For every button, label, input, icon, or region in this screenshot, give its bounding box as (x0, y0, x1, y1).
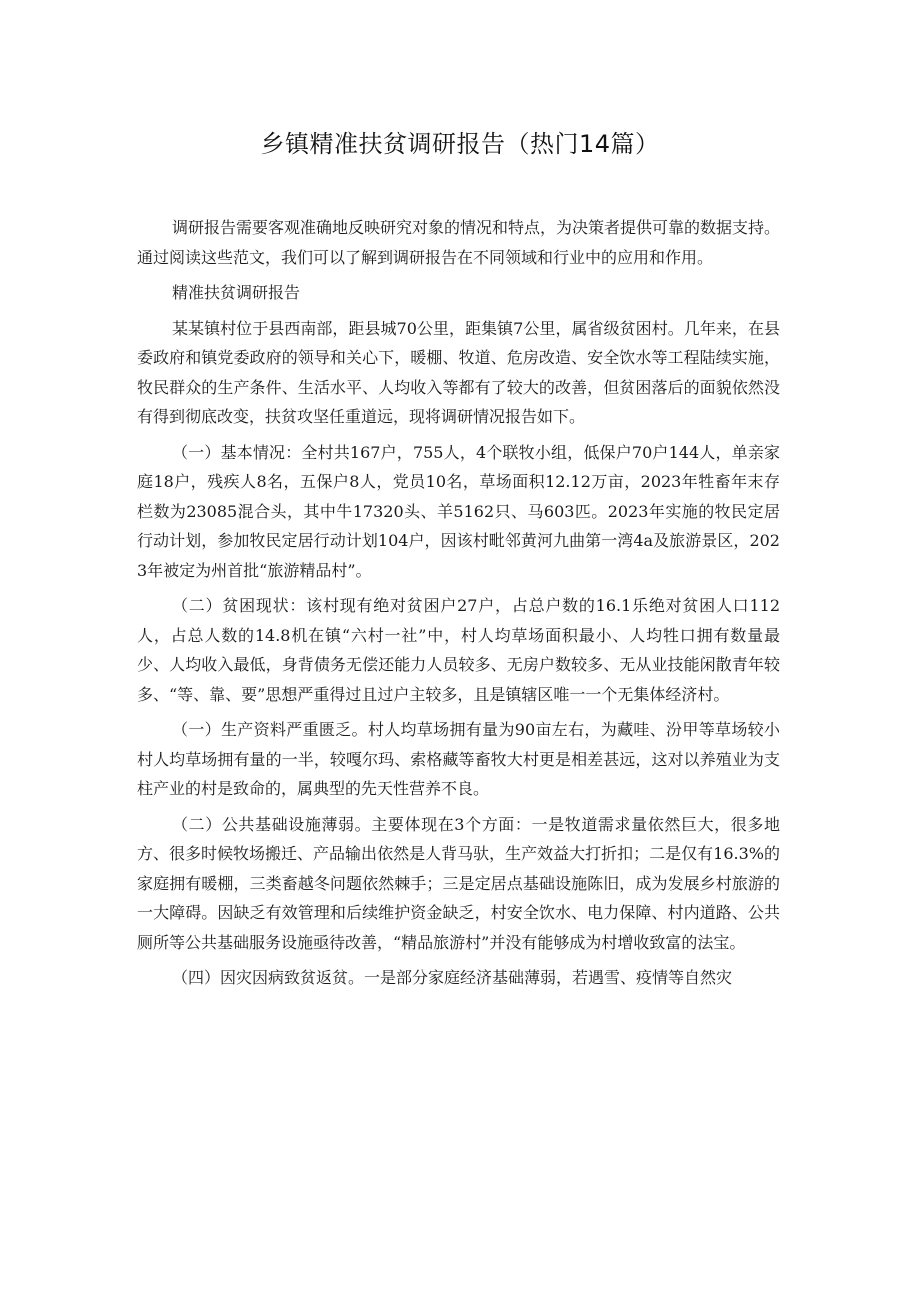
infrastructure-paragraph: （二）公共基础设施薄弱。主要体现在3个方面：一是牧道需求量依然巨大，很多地方、很多时候牧场搬迁、产品输出依然是人背马驮，生产效益大打折扣；二是仅有16.3%的家庭拥有暖棚，三类畜越冬问题依然棘手；三是定居点基础设施陈旧，成为发展乡村旅游的一大障碍。因缺乏有效管理和后续维护资金缺乏，村安全饮水、电力保障、村内道路、公共厕所等公共基础服务设施亟待改善，“精品旅游村”并没有能够成为村增收致富的法宝。 (137, 814, 780, 952)
document-title: 乡镇精准扶贫调研报告（热门14篇） (260, 130, 660, 158)
production-resources-paragraph: （一）生产资料严重匮乏。村人均草场拥有量为90亩左右，为藏哇、汾甲等草场较小村人均草场拥有量的一半，较嘎尔玛、索格藏等畜牧大村更是相差甚远，这对以养殖业为支柱产业的村是致命的，属典型的先天性营养不良。 (137, 720, 780, 798)
intro-paragraph: 调研报告需要客观准确地反映研究对象的情况和特点，为决策者提供可靠的数据支持。通过阅读这些范文，我们可以了解到调研报告在不同领域和行业中的应用和作用。 (137, 218, 781, 267)
document-body (137, 213, 780, 999)
poverty-status-paragraph: （二）贫困现状：该村现有绝对贫困户27户，占总户数的16.1乐绝对贫困人口112人，占总人数的14.8机在镇“六村一社”中，村人均草场面积最小、人均牲口拥有数量最少、人均收入最低，身背债务无偿还能力人员较多、无房户数较多、无从业技能闲散青年较多、“等、靠、要”思想严重得过且过户主较多，且是镇辖区唯一一个无集体经济村。 (137, 596, 780, 704)
section-heading: 精准扶贫调研报告 (172, 283, 301, 302)
disaster-illness-paragraph: （四）因灾因病致贫返贫。一是部分家庭经济基础薄弱，若遇雪、疫情等自然灾 (172, 968, 733, 987)
overview-paragraph: 某某镇村位于县西南部，距县城70公里，距集镇7公里，属省级贫困村。几年来，在县委政府和镇党委政府的领导和关心下，暖棚、牧道、危房改造、安全饮水等工程陆续实施，牧民群众的生产条件、生活水平、人均收入等都有了较大的改善，但贫困落后的面貌依然没有得到彻底改变，扶贫攻坚任重道远，现将调研情况报告如下。 (137, 318, 780, 426)
basic-situation-paragraph: （一）基本情况：全村共167户，755人，4个联牧小组，低保户70户144人，单亲家庭18户，残疾人8名，五保户8人，党员10名，草场面积12.12万亩，2023年牲畜年末存栏数为23085混合头，其中牛17320头、羊5162只、马603匹。2023年实施的牧民定居行动计划，参加牧民定居行动计划104户，因该村毗邻黄河九曲第一湾4a及旅游景区，2023年被定为州首批“旅游精品村”。 (137, 442, 780, 580)
